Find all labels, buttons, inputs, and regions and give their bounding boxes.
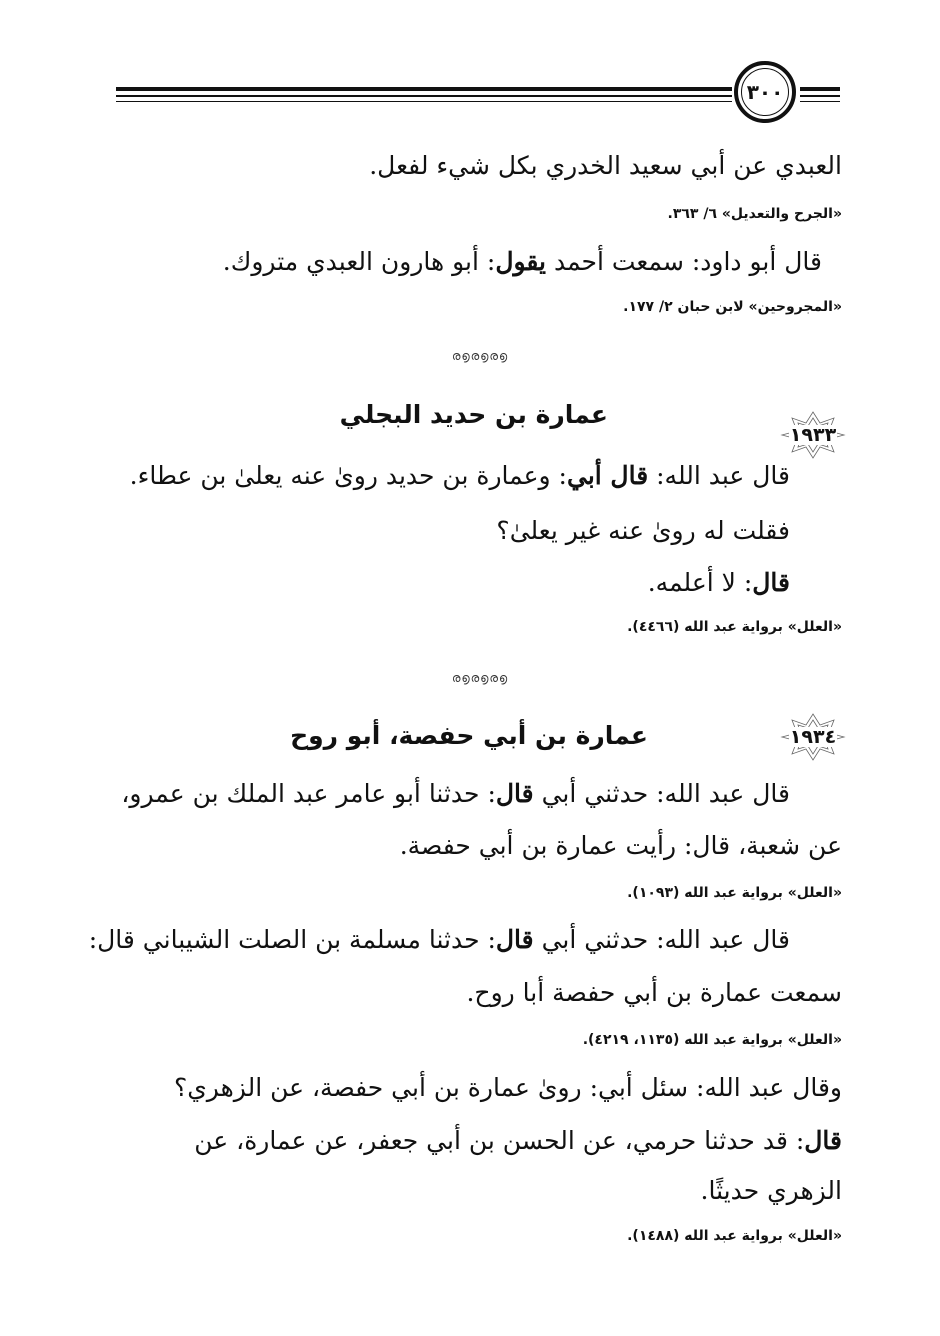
source-reference: «العلل» برواية عبد الله (١٠٩٣). — [627, 885, 842, 901]
section-divider-ornament: ര൭ര൭ര൭ — [451, 349, 509, 363]
narration-line: سمعت عمارة بن أبي حفصة أبا روح. — [466, 978, 842, 1007]
entry-title: عمارة بن حديد البجلي — [339, 400, 608, 429]
narration-line: قال عبد الله: قال أبي: وعمارة بن حديد روىٰ عنه يعلىٰ بن عطاء. — [129, 461, 790, 490]
narration-line: وقال عبد الله: سئل أبي: روىٰ عمارة بن أبي حفصة، عن الزهري؟ — [173, 1073, 842, 1102]
source-reference: «العلل» برواية عبد الله (١٤٨٨). — [627, 1228, 842, 1244]
narration-line: قال عبد الله: حدثني أبي قال: حدثنا أبو عامر عبد الملك بن عمرو، — [121, 779, 790, 808]
page-number: ٣٠٠ — [734, 61, 796, 123]
continuation-line: العبدي عن أبي سعيد الخدري بكل شيء لفعل. — [369, 151, 842, 180]
source-reference: «العلل» برواية عبد الله (١١٣٥، ٤٢١٩). — [582, 1032, 842, 1048]
section-divider-ornament: ര൭ര൭ര൭ — [451, 671, 509, 685]
entry-number: ١٩٣٤ — [789, 726, 837, 748]
source-reference: «العلل» برواية عبد الله (٤٤٦٦). — [627, 619, 842, 635]
narration-line: قال: قد حدثنا حرمي، عن الحسن بن أبي جعفر، عن عمارة، عن — [194, 1126, 842, 1155]
entry-number-emblem — [778, 712, 848, 762]
source-reference: «الجرح والتعديل» ٦/ ٣٦٣. — [667, 206, 842, 222]
entry-title: عمارة بن أبي حفصة، أبو روح — [290, 721, 648, 750]
narration-line: قال: لا أعلمه. — [647, 568, 790, 597]
source-reference: «المجروحين» لابن حبان ٢/ ١٧٧. — [623, 299, 842, 315]
entry-number-emblem — [778, 410, 848, 460]
narration-line: فقلت له روىٰ عنه غير يعلىٰ؟ — [496, 516, 790, 545]
narration-line: قال عبد الله: حدثني أبي قال: حدثنا مسلمة بن الصلت الشيباني قال: — [88, 925, 790, 954]
narration-line: عن شعبة، قال: رأيت عمارة بن أبي حفصة. — [399, 831, 842, 860]
narration-line: الزهري حديثًا. — [700, 1176, 842, 1205]
narration-line: قال أبو داود: سمعت أحمد يقول: أبو هارون العبدي متروك. — [222, 247, 822, 276]
entry-number: ١٩٣٣ — [789, 424, 837, 446]
